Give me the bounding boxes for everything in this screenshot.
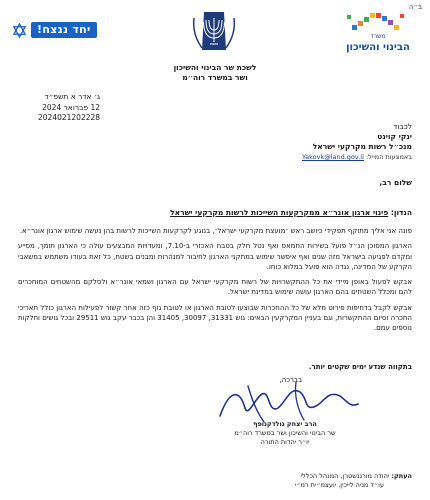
ministry-logo	[342, 12, 412, 58]
date-block	[38, 92, 100, 124]
office-title-line2: ושר במשרד רוה״מ	[182, 73, 248, 82]
signer-block	[200, 420, 370, 447]
body-paragraph: אבקש לפעול באופן מיידי את כל ההתקשרויות של רשות מקרקעי ישראל עם הארגון ושמאי אונר״א ולסלקם מהשטחים המוחכרים להם ומכלל השטחים בהם הארגון עושה שימוש במדינת ישראל.	[18, 278, 412, 297]
cc-block	[295, 472, 412, 490]
menorah-icon	[188, 10, 240, 54]
signer-role: שר הבינוי והשיכון ושר במשרד רוה״מ	[234, 429, 336, 437]
recipient-title: מנכ״ל רשות מקרקעי ישראל	[312, 142, 412, 151]
ministry-mosaic-icon	[342, 12, 412, 58]
recipient-name: ינקי קוינט	[377, 132, 412, 141]
yachad-banner	[12, 22, 97, 38]
to-label: לכבוד	[393, 122, 412, 131]
state-emblem	[188, 10, 240, 54]
gregorian-date: 12 פברואר 2024	[42, 102, 101, 112]
subject-text: פינוי ארגון אונר״א ממקרקעות השייכות לרשות מקרקעי ישראל	[170, 208, 389, 217]
subject-label: הנדון:	[388, 208, 412, 217]
recipient-email-link[interactable]: Yakovk@land.gov.il	[302, 153, 364, 161]
email-prefix: באמצעות המייל:	[363, 153, 412, 161]
reference-number: 2024021202228	[38, 113, 101, 122]
ministry-logo-name: הבינוי והשיכון	[346, 42, 410, 53]
hebrew-date: ג׳ אדר א תשפ״ד	[44, 92, 101, 101]
star-of-david-icon	[12, 23, 27, 38]
body-paragraph: הארגון המסוכן הנ״ל פועל בשירות החמאס ואף נטל חלק בטבח האכזרי ב-7.10, ומעדויות המבצעים עולה כי הארגון תומך, מסייע ומקדם לפגיעה בישראל מזה שנים ואף איפשר שימוש במתקני הארגון לחיבור למנהרות ומבנים בשטח, כל זאת בעודו משתמש במשאבי הקרקע של המדינה, נגדה הוא פועל במלוא כוחו.	[18, 242, 412, 271]
regards: בברכה,	[279, 376, 302, 384]
cc-label: העתק:	[391, 472, 412, 480]
signer-name: הרב יצחק גולדקנופף	[253, 420, 317, 428]
cc-recipient-1: יהודה מורגנשטרן, המנהל הכללי	[300, 472, 390, 480]
recipient-email-line	[302, 152, 412, 162]
subject-line	[170, 208, 412, 217]
signature-area	[200, 376, 370, 456]
letter-body	[18, 226, 412, 339]
recipient-block	[302, 122, 412, 162]
greeting: שלום רב,	[379, 178, 412, 187]
ministry-logo-label: משרד	[370, 33, 386, 40]
body-paragraph: אבקש לקבל בדחיפות פירוט מלא של כל ההחכרות שבוצעו לטובת הארגון או לטובת גוף כזה אחר קשור לפעילות הארגון כולל תאריכי החכרה וסיום ההתקשרות, וגם בעניין המקרקעין הבאים: גוש 31331, 30097, 31405 והן בכבר עקב גוש 29511 ובכל גושים וחלקות נוספים עמם.	[18, 303, 412, 333]
office-title	[0, 63, 430, 83]
closing-line: בתקווה שנדע ימים שקטים יותר.	[308, 363, 412, 371]
yachad-text: יחד ננצח!	[31, 22, 97, 38]
cc-recipient-2: עו״ד מניה לייכין, יועצמ״ית רמ״י	[294, 481, 384, 489]
corner-mark: ב״ה	[408, 3, 422, 11]
office-title-line1: לשכת שר הבינוי והשיכון	[173, 63, 257, 72]
signer-party-role: יו״ר יהדות התורה	[260, 438, 310, 446]
body-paragraph: פונה אני אליך מתוקף תפקידי כיושב ראש ׳מועצת מקרקעי ישראל׳, בנוגע לקרקעות השייכות לרשות בהן נעשה שימוש ארגון אונר״א.	[19, 227, 412, 235]
